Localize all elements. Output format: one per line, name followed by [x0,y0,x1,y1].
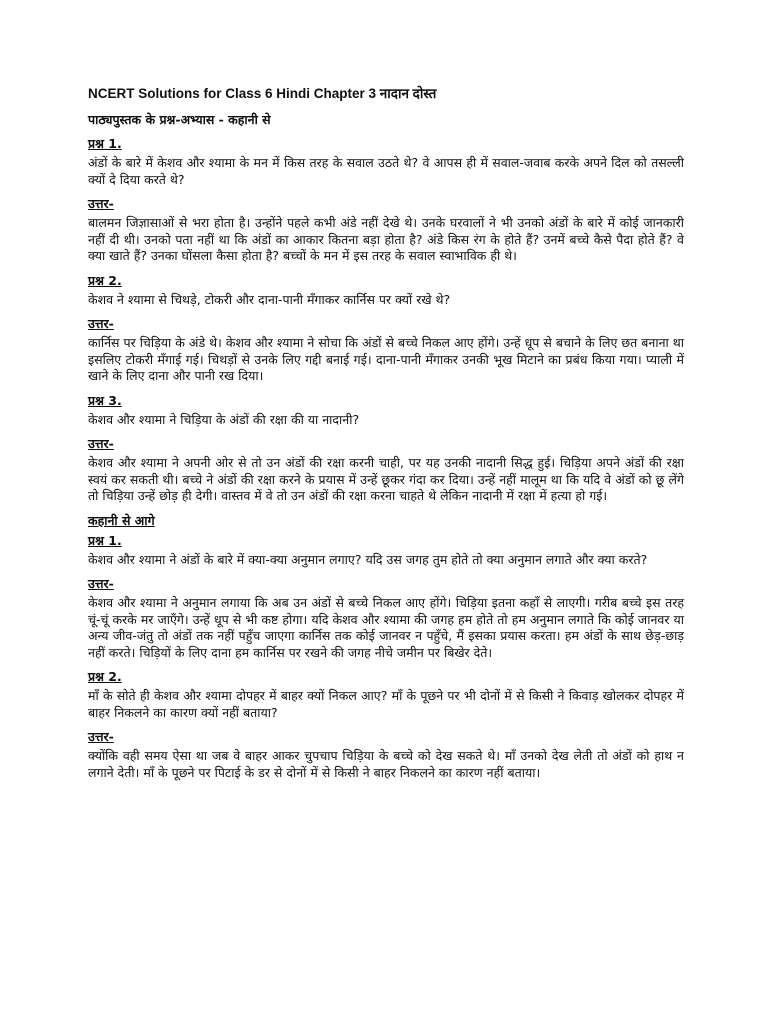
question-label: प्रश्न 2. [88,272,122,288]
answer-label: उत्तर- [88,316,114,331]
answer-label: उत्तर- [88,196,114,211]
answer-text: क्योंकि वही समय ऐसा था जब वे बाहर आकर चुपचाप चिड़िया के बच्चे को देख सकते थे। माँ उनको देख लेती तो अंडों को हाथ न लगाने देती। माँ के पूछने पर पिटाई के डर से दोनों में से किसी ने बाहर निकलने का कारण नहीं बताया। [88,748,684,780]
section-heading-textbook-questions: पाठ्यपुस्तक के प्रश्न-अभ्यास - कहानी से [88,112,271,127]
question-text: केशव और श्यामा ने अंडों के बारे में क्या-क्या अनुमान लगाए? यदि उस जगह तुम होते तो क्या अनुमान लगाते और क्या करते? [88,551,648,567]
answer-label: उत्तर- [88,729,114,744]
answer-text: केशव और श्यामा ने अनुमान लगाया कि अब उन अंडों से बच्चे निकल आए होंगे। चिड़िया इतना कहाँ से लाएगी। गरीब बच्चे इस तरह चूं-चूं करके मर जाएँगे। उन्हें धूप से भी कष्ट होगा। यदि केशव और श्यामा की जगह हम होते तो हम अनुमान लगाते कि कोई जानवर या अन्य जीव-जंतु तो अंडों तक नहीं पहुँच जाएगा कार्निस तक कोई जानवर न पहुँचे, मैं इसका प्रयास करता। हम अंडों के साथ छेड़-छाड़ नहीं करते। चिड़ियों के लिए दाना हम कार्निस पर रखने की जगह नीचे जमीन पर बिखेर देते। [88,595,684,660]
answer-text: कार्निस पर चिड़िया के अंडे थे। केशव और श्यामा ने सोचा कि अंडों से बच्चे निकल आए होंगे। उन्हें धूप से बचाने के लिए छत बनाना था इसलिए टोकरी मँगाई गई। चिथड़ों से उनके लिए गद्दी बनाई गई। दाना-पानी मँगाकर उनकी भूख मिटाने का प्रबंध किया गया। प्याली में खाने के लिए दाना और पानी रख दिया। [88,335,684,383]
question-label: प्रश्न 1. [88,136,122,151]
answer-text: बालमन जिज्ञासाओं से भरा होता है। उन्होंने पहले कभी अंडे नहीं देखे थे। उनके घरवालों ने भी उनको अंडों के बारे में कोई जानकारी नहीं दी थी। उनको पता नहीं था कि अंडों का आकार कितना बड़ा होता है? अंडे किस रंग के होते हैं? उनमें बच्चे कैसे पैदा होते हैं? वे क्या खाते हैं? उनका घोंसला कैसा होता है? बच्चों के मन में इस तरह के सवाल स्वाभाविक ही थे। [88,215,684,263]
answer-label: उत्तर- [88,576,114,591]
qa-block [88,532,684,662]
qa-block [88,135,684,265]
question-text: अंडों के बारे में केशव और श्यामा के मन में किस तरह के सवाल उठते थे? वे आपस ही में सवाल-जवाब करके अपने दिल को तसल्ली क्यों दे दिया करते थे? [88,155,684,187]
section-heading-beyond-story: कहानी से आगे [88,512,155,528]
answer-text: केशव और श्यामा ने अपनी ओर से तो उन अंडों की रक्षा करनी चाही, पर यह उनकी नादानी सिद्ध हुई। चिड़िया अपने अंडों की रक्षा स्वयं कर सकती थी। बच्चे ने अंडों की रक्षा करने के प्रयास में उन्हें छूकर गंदा कर दिया। उन्हें नहीं मालूम था कि यदि वे अंडों को छू लेंगे तो चिड़िया उन्हें छोड़ ही देगी। वास्तव में वे तो उन अंडों की रक्षा करना चाहते थे लेकिन नादानी में रक्षा में हत्या हो गई। [88,455,684,503]
document-page [88,84,684,788]
qa-block [88,272,684,385]
question-text: केशव ने श्यामा से चिथड़े, टोकरी और दाना-पानी मँगाकर कार्निस पर क्यों रखे थे? [88,291,451,307]
question-label: प्रश्न 2. [88,669,122,684]
question-label: प्रश्न 3. [88,392,122,408]
question-text: केशव और श्यामा ने चिड़िया के अंडों की रक्षा की या नादानी? [88,411,360,427]
question-label: प्रश्न 1. [88,532,122,548]
qa-block [88,392,684,505]
page-title: NCERT Solutions for Class 6 Hindi Chapter 3 नादान दोस्त [88,86,437,101]
qa-block [88,668,684,781]
answer-label: उत्तर- [88,436,114,451]
question-text: माँ के सोते ही केशव और श्यामा दोपहर में बाहर क्यों निकल आए? माँ के पूछने पर भी दोनों में से किसी ने किवाड़ खोलकर दोपहर में बाहर निकलने का कारण क्यों नहीं बताया? [88,688,684,720]
